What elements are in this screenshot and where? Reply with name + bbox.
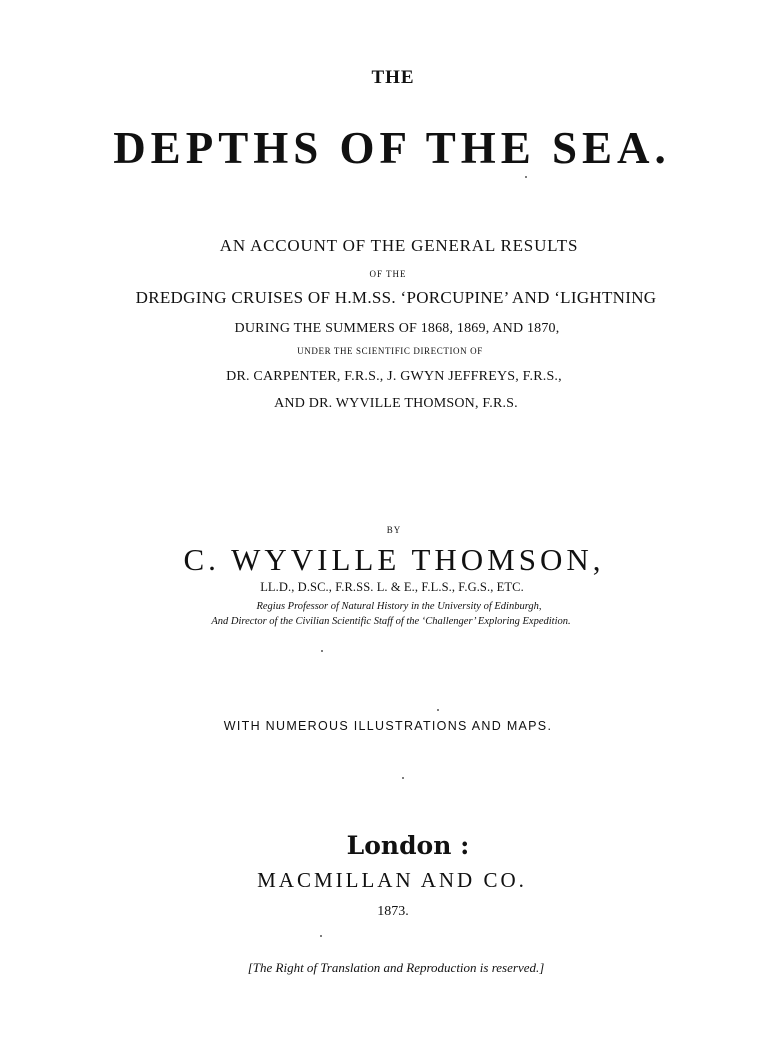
imprint-city: London : [346,831,470,860]
book-title: DEPTHS OF THE SEA. [113,123,671,173]
by-label: BY [386,525,402,535]
subtitle-of-the: OF THE [369,269,407,279]
pre-title: THE [371,67,415,88]
imprint-publisher: MACMILLAN AND CO. [257,868,527,892]
author-degrees: LL.D., D.SC., F.R.SS. L. & E., F.L.S., F.G.S., ETC. [260,580,524,594]
print-speck [437,709,439,711]
illustrations-note: WITH NUMEROUS ILLUSTRATIONS AND MAPS. [223,719,553,733]
rights-notice: [The Right of Translation and Reproduction is reserved.] [247,960,545,975]
subtitle-line-2: DREDGING CRUISES OF H.M.SS. ‘PORCUPINE’ AND ‘LIGHTNING [135,288,657,307]
author-name: C. WYVILLE THOMSON, [183,542,605,577]
directors-line-2: AND DR. WYVILLE THOMSON, F.R.S. [274,396,518,411]
print-speck [525,176,527,178]
print-speck [321,650,323,652]
subtitle-line-1: AN ACCOUNT OF THE GENERAL RESULTS [219,236,579,255]
subtitle-line-3: DURING THE SUMMERS OF 1868, 1869, AND 1870, [234,321,560,336]
print-speck [320,935,322,937]
author-position-2: And Director of the Civilian Scientific Staff of the ‘Challenger’ Exploring Expedition. [211,616,571,627]
imprint-year: 1873. [377,904,409,919]
print-speck [402,777,404,779]
author-position-1: Regius Professor of Natural History in the University of Edinburgh, [256,601,542,612]
subtitle-direction: UNDER THE SCIENTIFIC DIRECTION OF [297,346,483,356]
directors-line-1: DR. CARPENTER, F.R.S., J. GWYN JEFFREYS, F.R.S., [226,369,562,384]
